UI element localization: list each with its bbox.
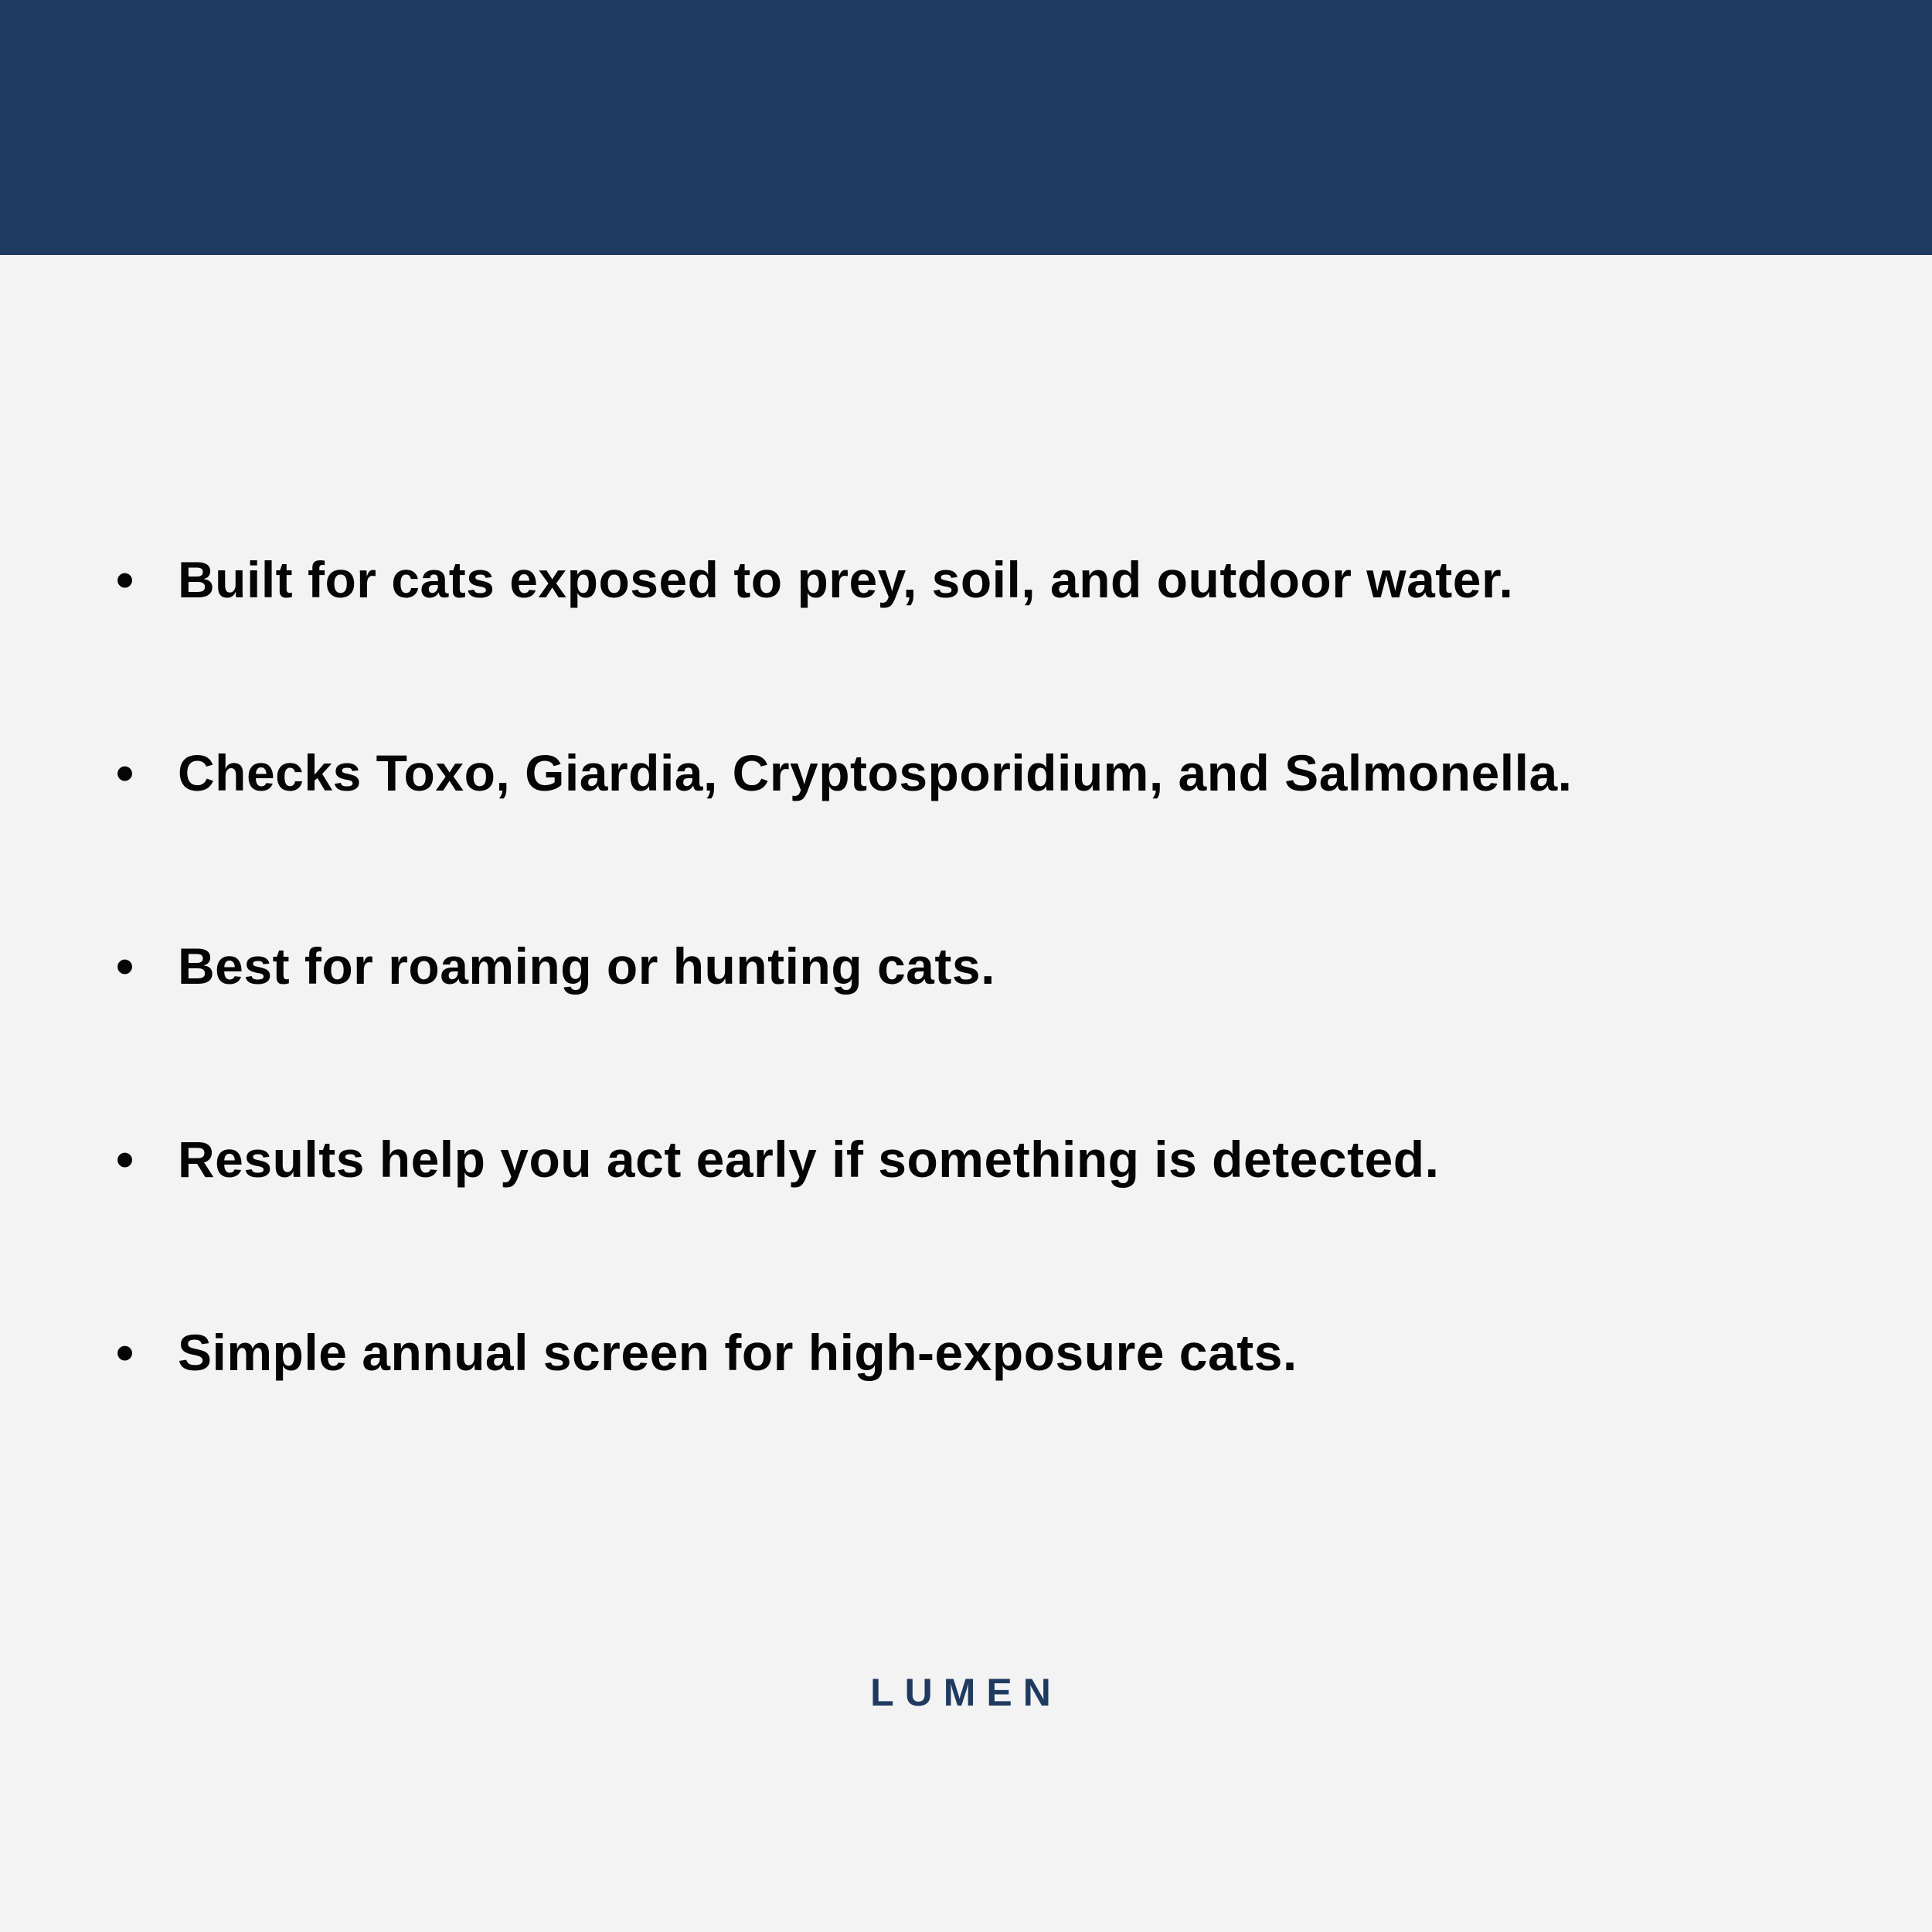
bullet-icon: • — [116, 744, 134, 801]
feature-item — [116, 1121, 1855, 1314]
feature-text: Checks Toxo, Giardia, Cryptosporidium, and Salmonella. — [178, 744, 1573, 801]
bullet-icon: • — [116, 551, 134, 608]
brand-logo-text: LUMEN — [870, 1671, 1062, 1714]
bullet-icon: • — [116, 937, 134, 995]
feature-list — [116, 541, 1855, 1507]
feature-text: Results help you act early if something is detected. — [178, 1131, 1440, 1188]
feature-text: Simple annual screen for high-exposure cats. — [178, 1324, 1298, 1381]
bullet-icon: • — [116, 1324, 134, 1381]
bullet-icon: • — [116, 1131, 134, 1188]
feature-text: Built for cats exposed to prey, soil, and outdoor water. — [178, 551, 1514, 608]
feature-item — [116, 1314, 1855, 1507]
feature-item — [116, 541, 1855, 734]
feature-item — [116, 734, 1855, 927]
feature-text: Best for roaming or hunting cats. — [178, 937, 995, 995]
feature-item — [116, 927, 1855, 1121]
header-band — [0, 0, 1932, 255]
